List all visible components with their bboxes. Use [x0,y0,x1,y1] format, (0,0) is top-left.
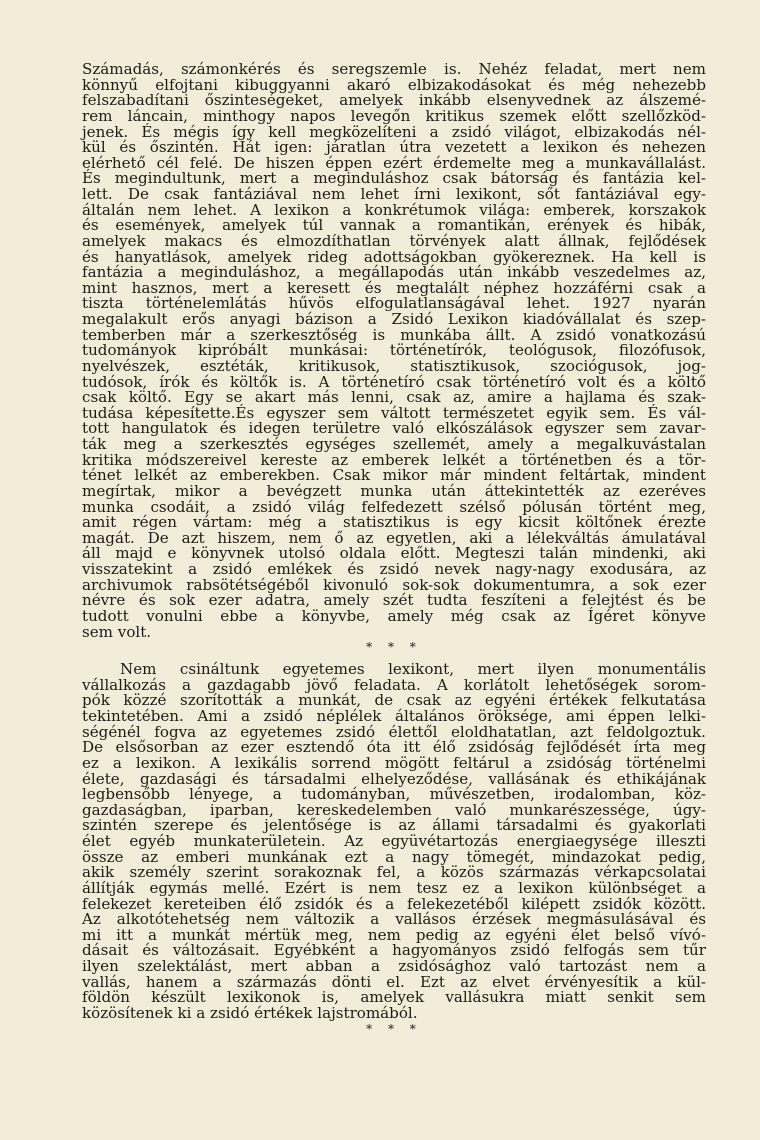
text-line: mi itt a munkát mértük meg, nem pedig az egyéni élet belső vívó- [82,925,706,944]
text-line: tott hangulatok és idegen területre való elkószálások egyszer sem zavar- [82,419,706,438]
text-line: és hanyatlások, amelyek rideg adottságokban gyökereznek. Ha kell is [82,247,706,266]
text-line: tudása képesítette.És egyszer sem váltott természetet egyik sem. És vál- [82,403,706,422]
text-line: szintén szerepe és jelentősége is az állami társadalmi és gyakorlati [82,816,706,835]
text-line: fantázia a meginduláshoz, a megállapodás után inkább veszedelmes az, [82,263,706,282]
text-line: tudósok, írók és költők is. A történetíró csak történetíró volt és a költő [82,372,706,391]
text-line: pók közzé szorították a munkát, de csak az egyéni értékek felkutatása [82,691,706,710]
text-line: névre és sok ezer adatra, amely szét tudta feszíteni a felejtést és be [82,591,706,610]
text-line: De elsősorban az ezer esztendő óta itt élő zsidóság fejlődését írta meg [82,738,706,757]
text-line: állítják egymás mellé. Ezért is nem tesz ez a lexikon különbséget a [82,878,706,897]
text-line: elérhető cél felé. De hiszen éppen ezért érdemelte meg a munkavállalást. [82,153,706,172]
section-separator: * * * [366,640,422,655]
text-line: és események, amelyek túl vannak a romantikán, erények és hibák, [82,216,706,235]
text-line: nyelvészek, esztéták, kritikusok, statisztikusok, szociógusok, jog- [82,356,706,375]
text-line: rem láncain, minthogy napos levegőn kritikus szemek előtt szellőzköd- [82,106,706,125]
text-line: áll majd e könyvnek utolsó oldala előtt. Megteszi talán mindenki, aki [82,544,706,563]
text-line: temberben már a szerkesztőség is munkába állt. A zsidó vonatkozású [82,325,706,344]
text-line: dásait és változásait. Egyébként a hagyományos zsidó felfogás sem tűr [82,941,706,960]
paragraph-2 [82,662,706,1021]
text-line: ilyen szelektálást, mert abban a zsidósághoz való tartozást nem a [82,957,706,975]
text-line: legbensőbb lényege, a tudományban, művészetben, irodalomban, köz- [82,785,706,804]
text-line: felekezet kereteiben élő zsidók és a felekezetéből kilépett zsidók között. [82,894,706,913]
document-page [82,62,706,1040]
text-line: tudományok kipróbált munkásai: történetírók, teológusok, filozófusok, [82,341,706,360]
text-line: megalakult erős anyagi bázison a Zsidó Lexikon kiadóvállalat és szep- [82,310,706,328]
text-line: általán nem lehet. A lexikon a konkrétumok világa: emberek, korszakok [82,200,706,219]
text-line: amelyek makacs és elmozdíthatlan törvények alatt állnak, fejlődések [82,231,706,250]
text-line: gazdaságban, iparban, kereskedelemben való munkarészessége, úgy- [82,800,706,819]
text-line: ténet lelkét az emberekben. Csak mikor már mindent feltártak, mindent [82,466,706,485]
text-line: földön készült lexikonok is, amelyek vallásukra miatt senkit sem [82,988,706,1007]
text-line: kül és őszintén. Hát igen: járatlan útra vezetett a lexikon és nehezen [82,138,706,157]
text-line: közösítenek ki a zsidó értékek lajstromából. [82,1003,418,1022]
text-line: archivumok rabsötétségéből kivonuló sok-sok dokumentumra, a sok ezer [82,575,706,594]
text-line: ségénél fogva az egyetemes zsidó élettől eloldhatatlan, azt feldolgoztuk. [82,722,706,741]
text-line: Számadás, számonkérés és seregszemle is. Nehéz feladat, mert nem [82,60,706,78]
text-line: tekintetében. Ami a zsidó néplélek általános öröksége, ami éppen lelki- [82,707,706,725]
text-line: vállalkozás a gazdagabb jövő feladata. A korlátolt lehetőségek sorom- [82,675,706,694]
text-line: Nem csináltunk egyetemes lexikont, mert ilyen monumentális [120,660,706,679]
text-line: amit régen vártam: még a statisztikus is egy kicsit költőnek érezte [82,513,706,532]
text-line: akik személy szerint sorakoznak fel, a közös származás vérkapcsolatai [82,863,706,882]
text-line: ez a lexikon. A lexikális sorrend mögött feltárul a zsidóság történelmi [82,753,706,772]
text-line: tiszta történelemlátás hűvös elfogulatlanságával lehet. 1927 nyarán [82,294,706,313]
text-line: megírtak, mikor a bevégzett munka után áttekintették az ezeréves [82,481,706,500]
text-line: felszabadítani őszinteségeket, amelyek inkább elsenyvednek az álszemé- [82,91,706,110]
text-line: magát. De azt hiszem, nem ő az egyetlen, aki a lélekváltás ámulatával [82,528,706,547]
text-line: könnyű elfojtani kibuggyanni akaró elbizakodásokat és még nehezebb [82,75,706,94]
text-line: vallás, hanem a származás dönti el. Ezt az elvet érvényesítik a kül- [82,972,706,991]
text-line: össze az emberi munkának ezt a nagy tömegét, mindazokat pedig, [82,847,706,866]
text-line: csak költő. Egy se akart más lenni, csak az, amire a hajlama és szak- [82,388,706,407]
text-line: visszatekint a zsidó emlékek és zsidó nevek nagy-nagy exodusára, az [82,560,706,578]
text-line: mint hasznos, mert a keresett és megtalált néphez hozzáférni csak a [82,278,706,297]
text-line: jenek. És mégis így kell megközelíteni a zsidó világot, elbizakodás nél- [82,122,706,141]
text-line: kritika módszereivel kereste az emberek lelkét a történetben és a tör- [82,450,706,469]
text-line: tudott vonulni ebbe a könyvbe, amely még csak az Ígéret könyve [82,606,706,625]
text-line: sem volt. [82,622,152,641]
text-line: Az alkotótehetség nem változik a vallásos érzések megmásulásával és [82,910,706,929]
text-line: munka csodáit, a zsidó világ felfedezett szélső pólusán történt meg, [82,497,706,516]
section-separator-end: * * * [366,1021,422,1036]
text-line: élete, gazdasági és társadalmi elhelyeződése, vallásának és ethikájának [82,769,706,788]
text-line: ták meg a szerkesztés egységes szellemét, amely a megalkuvástalan [82,435,706,453]
text-line: élet egyéb munkaterületein. Az együvétartozás energiaegysége illeszti [82,832,706,850]
text-line: És megindultunk, mert a meginduláshoz csak bátorság és fantázia kel- [82,169,706,188]
paragraph-1 [82,62,706,640]
text-line: lett. De csak fantáziával nem lehet írni lexikont, sőt fantáziával egy- [82,185,706,203]
